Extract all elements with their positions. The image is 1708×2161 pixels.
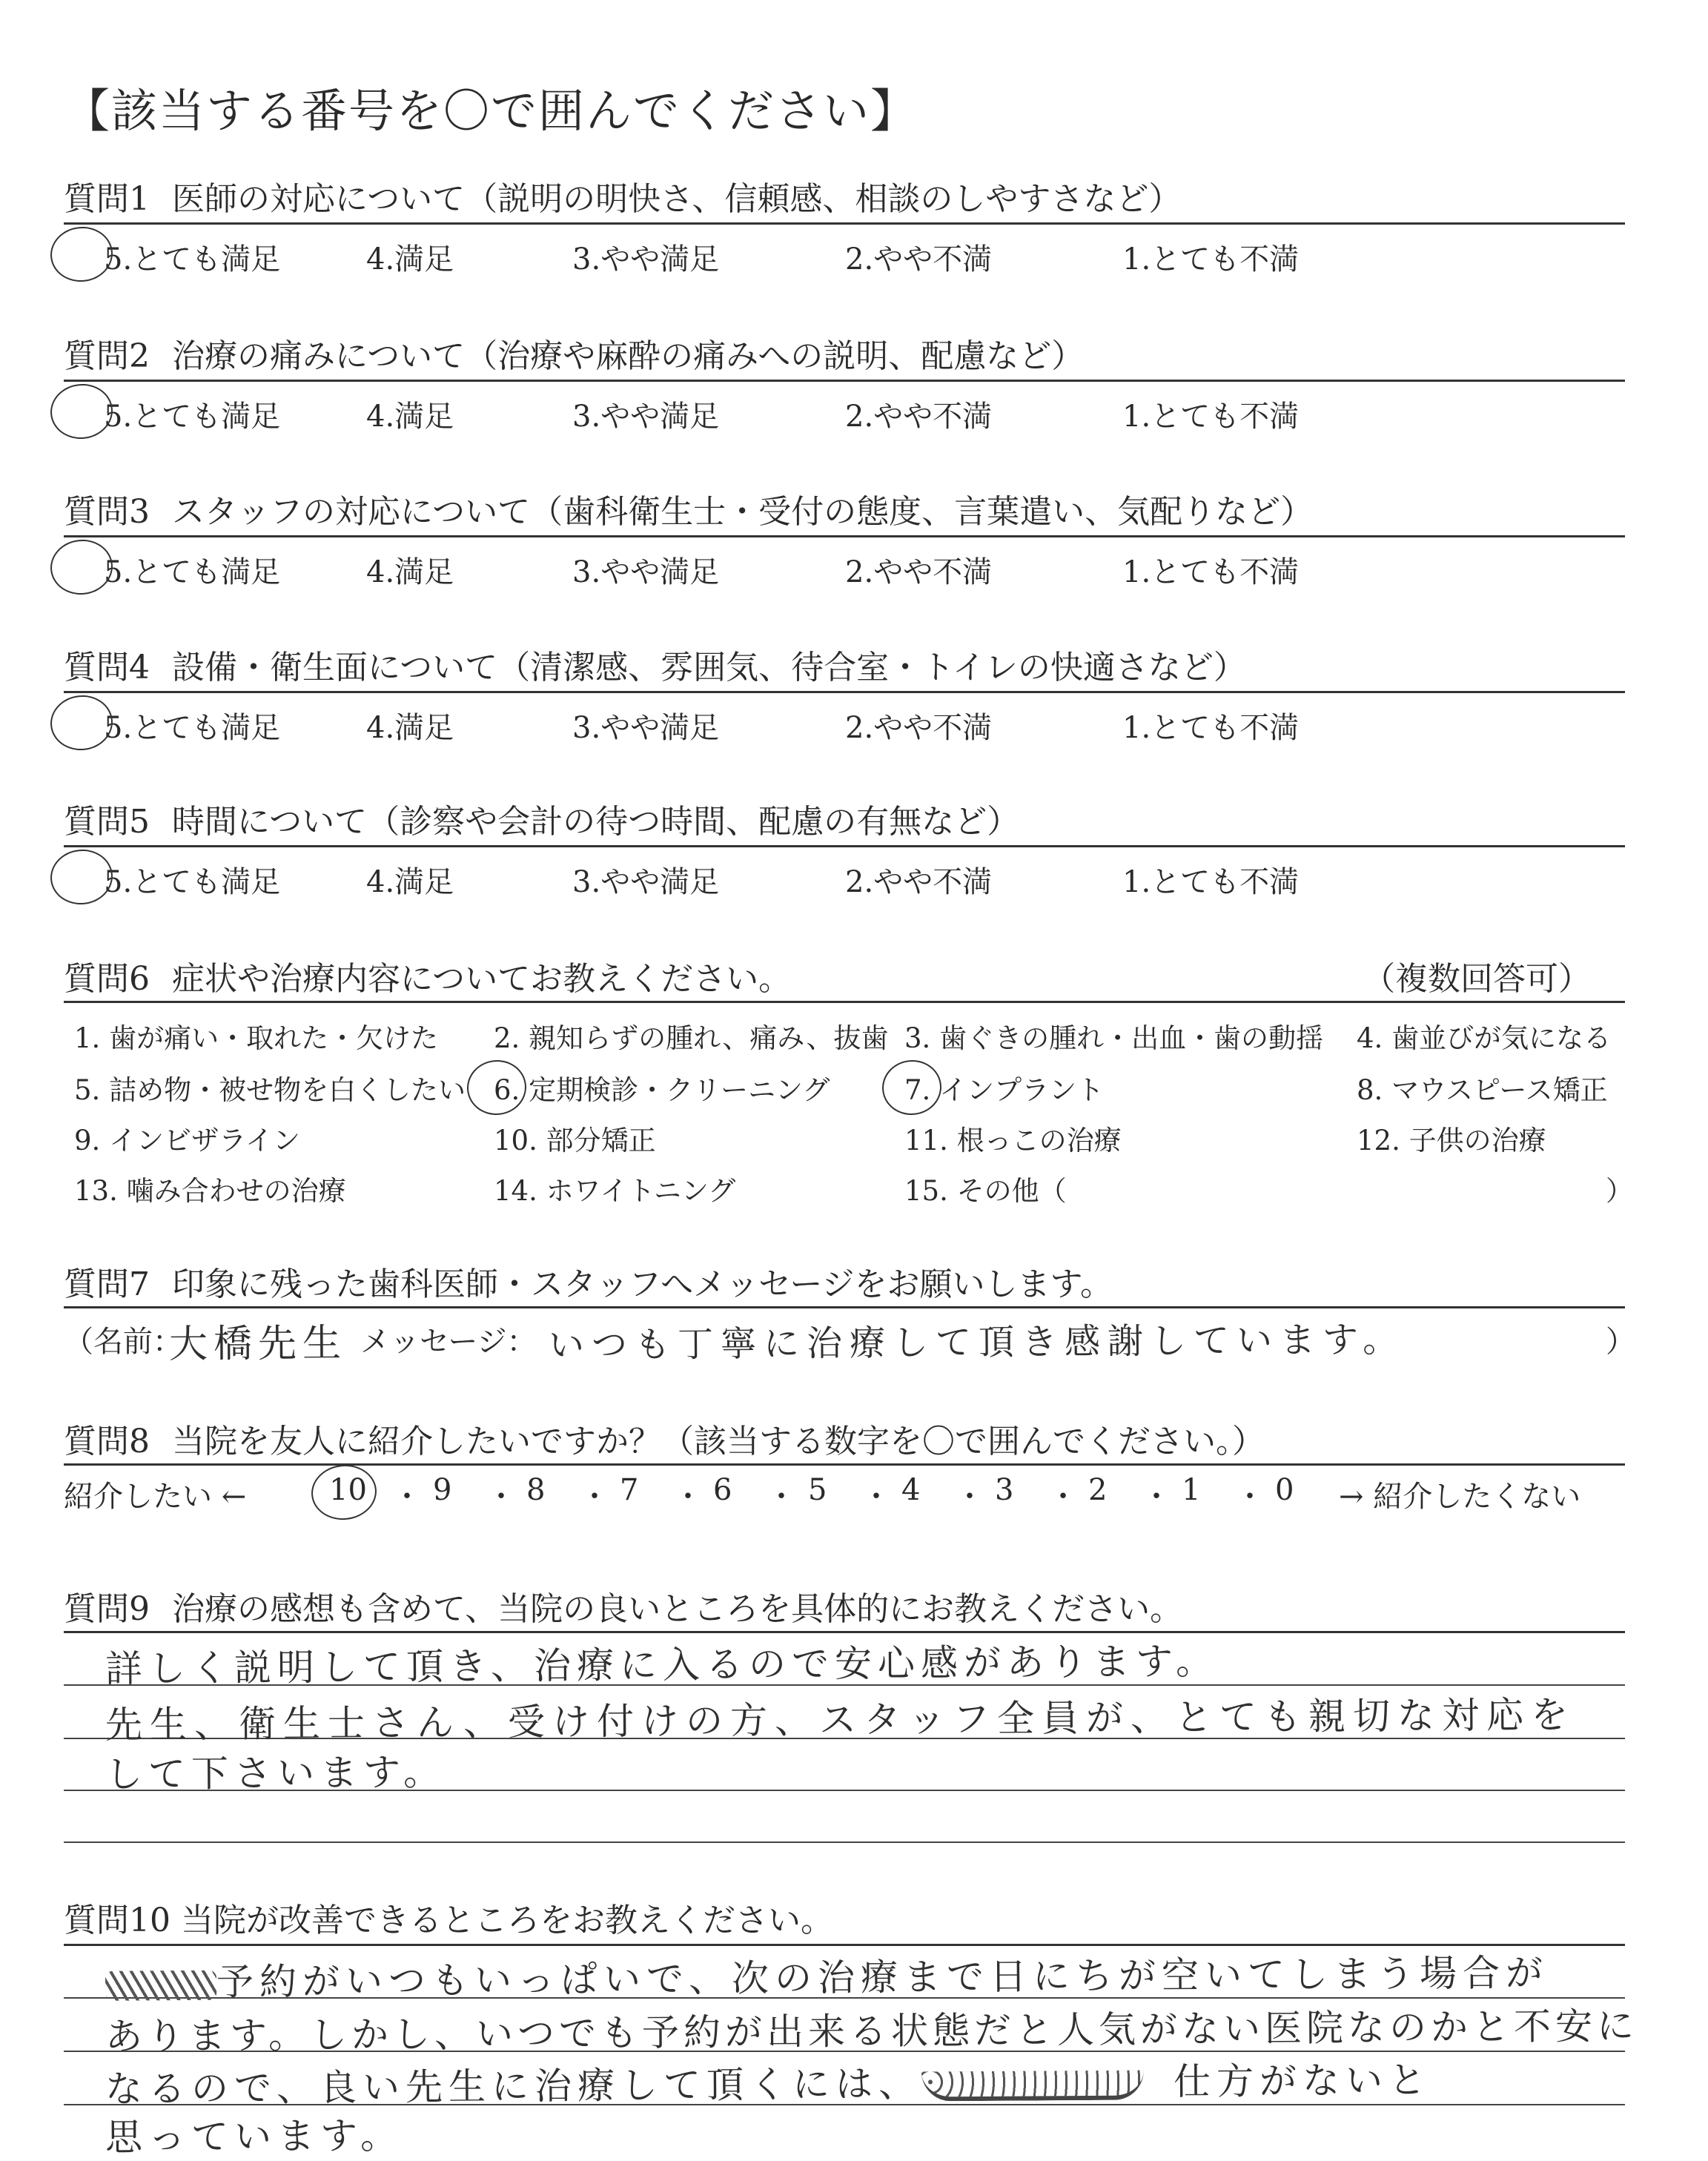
symptom-option-2[interactable]: 2. 親知らずの腫れ、痛み、抜歯 (494, 1022, 889, 1054)
option-4[interactable]: 4.満足 (366, 242, 454, 277)
recommend-right-label: → 紹介したくない (1339, 1480, 1581, 1514)
crossed-out-scribble (105, 1970, 216, 2000)
question-3-title (64, 485, 1313, 532)
question-8-title (64, 1414, 1265, 1462)
selection-circle (308, 1462, 379, 1523)
question-text: 当院を友人に紹介したいですか？（該当する数字を〇で囲んでください。） (172, 1423, 1265, 1460)
other-close-paren: ） (1606, 1175, 1633, 1207)
scale-8[interactable]: 8 (526, 1473, 546, 1507)
symptom-option-7[interactable]: 7. インプラント (904, 1074, 1105, 1106)
scale-10[interactable]: 10 (329, 1473, 367, 1507)
symptom-option-12[interactable]: 12. 子供の治療 (1357, 1125, 1546, 1156)
answer-text: なるので、良い先生に治療して頂くには、 (105, 2062, 922, 2111)
question-number: 質問2 (64, 337, 150, 375)
question-text: 治療の痛みについて（治療や麻酔の痛みへの説明、配慮など） (172, 337, 1085, 375)
option-2[interactable]: 2.やや不満 (845, 400, 993, 434)
scale-4[interactable]: 4 (901, 1473, 921, 1507)
symptom-option-9[interactable]: 9. インビザライン (74, 1125, 300, 1156)
option-4[interactable]: 4.満足 (366, 865, 454, 899)
option-3[interactable]: 3.やや満足 (572, 711, 720, 745)
message-close-paren: ） (1606, 1325, 1635, 1359)
question-number: 質問4 (64, 649, 150, 686)
scale-1[interactable]: 1 (1182, 1473, 1201, 1507)
scale-3[interactable]: 3 (995, 1473, 1014, 1507)
question-text: スタッフの対応について（歯科衛生士・受付の態度、言葉遣い、気配りなど） (172, 493, 1314, 531)
scale-dot: ・ (1048, 1480, 1078, 1514)
option-1[interactable]: 1.とても不満 (1122, 242, 1300, 277)
question-text: 医師の対応について（説明の明快さ、信頼感、相談のしやすさなど） (172, 180, 1182, 218)
divider (64, 1463, 1625, 1466)
symptom-option-11[interactable]: 11. 根っこの治療 (904, 1125, 1122, 1156)
option-1[interactable]: 1.とても不満 (1122, 865, 1300, 899)
divider (64, 691, 1625, 693)
scale-dot: ・ (1142, 1480, 1171, 1514)
symptom-option-6[interactable]: 6. 定期検診・クリーニング (494, 1074, 830, 1106)
question-2-title (64, 329, 1084, 377)
scale-2[interactable]: 2 (1088, 1473, 1108, 1507)
question-10-title (64, 1893, 833, 1941)
symptom-option-4[interactable]: 4. 歯並びが気になる (1357, 1022, 1612, 1054)
scale-dot: ・ (767, 1480, 796, 1514)
handwritten-name: 大橋先生 (168, 1321, 348, 1367)
question-1-title (64, 172, 1181, 219)
multiple-answer-note: （複数回答可） (1363, 960, 1591, 998)
symptom-option-3[interactable]: 3. 歯ぐきの腫れ・出血・歯の動揺 (904, 1022, 1324, 1054)
option-3[interactable]: 3.やや満足 (572, 865, 720, 899)
symptom-option-15[interactable]: 15. その他（ (904, 1175, 1067, 1207)
question-number: 質問7 (64, 1265, 150, 1303)
scale-6[interactable]: 6 (713, 1473, 732, 1507)
divider (64, 222, 1625, 225)
divider (64, 1631, 1625, 1633)
question-number: 質問8 (64, 1423, 150, 1460)
handwritten-answer-line-1: 詳しく説明して頂き、治療に入るので安心感があります。 (105, 1639, 1219, 1691)
symptom-option-8[interactable]: 8. マウスピース矯正 (1357, 1074, 1608, 1106)
option-1[interactable]: 1.とても不満 (1122, 711, 1300, 745)
option-2[interactable]: 2.やや不満 (845, 242, 993, 277)
question-text: 症状や治療内容についてお教えください。 (172, 960, 792, 998)
scale-5[interactable]: 5 (808, 1473, 827, 1507)
name-label: （名前： (64, 1325, 182, 1359)
message-label: メッセージ： (360, 1325, 537, 1359)
question-4-title (64, 641, 1246, 688)
scale-9[interactable]: 9 (433, 1473, 452, 1507)
symptom-options-grid (64, 1016, 1633, 1208)
handwritten-answer-line-2: 先生、衛生士さん、受け付けの方、スタッフ全員が、とても親切な対応を (105, 1693, 1576, 1747)
divider (64, 380, 1625, 382)
option-5[interactable]: 5.とても満足 (104, 865, 281, 899)
option-5[interactable]: 5.とても満足 (104, 555, 281, 589)
symptom-option-10[interactable]: 10. 部分矯正 (494, 1125, 656, 1156)
crossed-out-scribble (921, 2070, 1144, 2101)
symptom-option-13[interactable]: 13. 噛み合わせの治療 (74, 1175, 346, 1207)
recommend-left-label: 紹介したい ← (64, 1480, 247, 1514)
question-5-title (64, 795, 1019, 842)
scale-dot: ・ (673, 1480, 703, 1514)
scale-7[interactable]: 7 (620, 1473, 639, 1507)
option-3[interactable]: 3.やや満足 (572, 555, 720, 589)
question-7-title (64, 1257, 1113, 1305)
option-3[interactable]: 3.やや満足 (572, 400, 720, 434)
handwritten-answer-line-3: して下さいます。 (105, 1750, 447, 1796)
scale-dot: ・ (861, 1480, 891, 1514)
handwritten-message: いつも丁寧に治療して頂き感謝しています。 (548, 1318, 1406, 1367)
question-6-title (64, 952, 791, 999)
scale-dot: ・ (392, 1480, 422, 1514)
option-4[interactable]: 4.満足 (366, 555, 454, 589)
question-number: 質問9 (64, 1590, 150, 1628)
divider (64, 1001, 1625, 1003)
handwritten-answer-line-1 (105, 1943, 1549, 2007)
answer-text: 仕方がないと (1173, 2058, 1432, 2104)
option-5[interactable]: 5.とても満足 (104, 711, 281, 745)
question-9-title (64, 1582, 1182, 1629)
handwritten-answer-line-3 (105, 2051, 1431, 2113)
question-number: 質問3 (64, 493, 150, 531)
instruction-header: 【該当する番号を〇で囲んでください】 (64, 84, 918, 138)
question-number: 質問10 (64, 1902, 171, 1939)
handwritten-answer-line-2: あります。しかし、いつでも予約が出来る状態だと人気がない医院なのかと不安に (105, 2004, 1639, 2059)
question-text: 当院が改善できるところをお教えください。 (181, 1902, 833, 1939)
option-1[interactable]: 1.とても不満 (1122, 555, 1300, 589)
option-4[interactable]: 4.満足 (366, 400, 454, 434)
answer-line (64, 1841, 1625, 1843)
question-text: 治療の感想も含めて、当院の良いところを具体的にお教えください。 (172, 1590, 1183, 1628)
option-5[interactable]: 5.とても満足 (104, 400, 281, 434)
scale-dot: ・ (580, 1480, 609, 1514)
question-text: 時間について（診察や会計の待つ時間、配慮の有無など） (172, 803, 1020, 841)
handwritten-answer-line-4: 思っています。 (105, 2114, 404, 2160)
option-3[interactable]: 3.やや満足 (572, 242, 720, 277)
option-4[interactable]: 4.満足 (366, 711, 454, 745)
question-text: 印象に残った歯科医師・スタッフへメッセージをお願いします。 (172, 1265, 1113, 1303)
scale-dot: ・ (955, 1480, 984, 1514)
symptom-option-1[interactable]: 1. 歯が痛い・取れた・欠けた (74, 1022, 439, 1054)
option-2[interactable]: 2.やや不満 (845, 711, 993, 745)
option-2[interactable]: 2.やや不満 (845, 865, 993, 899)
scale-dot: ・ (1235, 1480, 1265, 1514)
symptom-option-5[interactable]: 5. 詰め物・被せ物を白くしたい (74, 1074, 466, 1106)
divider (64, 1306, 1625, 1308)
scale-0[interactable]: 0 (1275, 1473, 1294, 1507)
symptom-option-14[interactable]: 14. ホワイトニング (494, 1175, 736, 1207)
divider (64, 535, 1625, 537)
question-text: 設備・衛生面について（清潔感、雰囲気、待合室・トイレの快適さなど） (172, 649, 1246, 686)
option-2[interactable]: 2.やや不満 (845, 555, 993, 589)
scale-dot: ・ (486, 1480, 516, 1514)
question-number: 質問6 (64, 960, 150, 998)
question-number: 質問1 (64, 180, 150, 218)
question-number: 質問5 (64, 803, 150, 841)
option-1[interactable]: 1.とても不満 (1122, 400, 1300, 434)
option-5[interactable]: 5.とても満足 (104, 242, 281, 277)
answer-text: 予約がいつもいっぱいで、次の治療まで日にちが空いてしまう場合が (216, 1951, 1549, 2004)
divider (64, 845, 1625, 847)
